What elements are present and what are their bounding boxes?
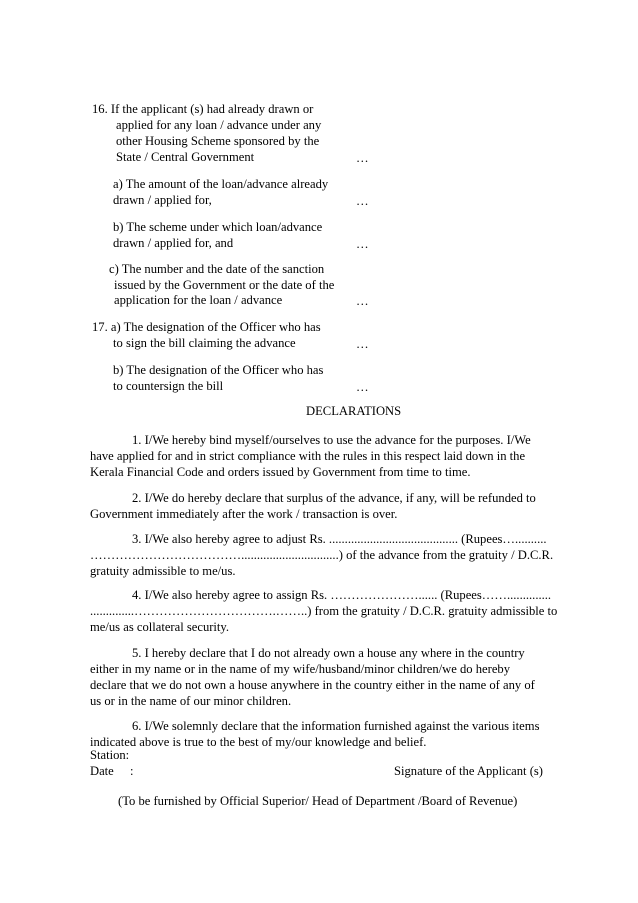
- declaration-5-line-2: either in my name or in the name of my wife/husband/minor children/we do hereby: [90, 662, 511, 676]
- item-16c-line-2: issued by the Government or the date of the: [114, 278, 335, 292]
- item-16c-line-1: c) The number and the date of the sanction: [109, 262, 325, 276]
- declaration-3-line-3: gratuity admissible to me/us.: [90, 564, 236, 578]
- signature-label: Signature of the Applicant (s): [394, 764, 543, 778]
- item-16c-blank: …: [356, 294, 369, 308]
- item-16-line-2: applied for any loan / advance under any: [116, 118, 322, 132]
- declaration-4-line-3: me/us as collateral security.: [90, 620, 230, 634]
- declaration-2-line-2: Government immediately after the work / transaction is over.: [90, 507, 398, 521]
- declaration-2-line-1: 2. I/We do hereby declare that surplus of the advance, if any, will be refunded to: [132, 491, 536, 505]
- declarations-heading: DECLARATIONS: [306, 404, 402, 418]
- item-16b-blank: …: [356, 237, 369, 251]
- item-17a-line-2: to sign the bill claiming the advance: [113, 336, 296, 350]
- declaration-5-line-3: declare that we do not own a house anywhere in the country either in the name of any of: [90, 678, 535, 692]
- declaration-4-line-1: 4. I/We also hereby agree to assign Rs. …………………...... (Rupees……..............: [132, 588, 552, 602]
- item-16-line-1: 16. If the applicant (s) had already drawn or: [92, 102, 314, 116]
- declaration-1: [90, 432, 550, 480]
- item-16c-line-3: application for the loan / advance: [114, 293, 283, 307]
- declaration-1-line-2: have applied for and in strict compliance with the rules in this respect laid down in the: [90, 449, 526, 463]
- item-16a-line-1: a) The amount of the loan/advance already: [113, 177, 329, 191]
- item-16-line-3: other Housing Scheme sponsored by the: [116, 134, 320, 148]
- declaration-4: [90, 587, 558, 635]
- item-17b-blank: …: [356, 380, 369, 394]
- item-17a-blank: …: [356, 337, 369, 351]
- declaration-6-line-1: 6. I/We solemnly declare that the information furnished against the various items: [132, 719, 540, 733]
- item-16a-line-2: drawn / applied for,: [113, 193, 212, 207]
- declaration-3: [90, 531, 554, 579]
- declaration-1-line-3: Kerala Financial Code and orders issued by Government from time to time.: [90, 465, 471, 479]
- declaration-3-line-2: ………………………………...............................) of the advance from the gratuity / D.C.R.: [90, 548, 554, 562]
- declaration-5-line-1: 5. I hereby declare that I do not already own a house any where in the country: [132, 646, 525, 660]
- item-17b-line-2: to countersign the bill: [113, 379, 224, 393]
- declaration-4-line-2: ..............…………………………….……..) from the gratuity / D.C.R. gratuity admissible to: [90, 604, 558, 618]
- item-16-line-4: State / Central Government: [116, 150, 255, 164]
- item-16a-blank: …: [356, 194, 369, 208]
- declaration-3-line-1: 3. I/We also hereby agree to adjust Rs. ......................................... (Rupees…..........: [132, 532, 547, 546]
- item-16b-line-1: b) The scheme under which loan/advance: [113, 220, 323, 234]
- declaration-2: [90, 490, 550, 522]
- footer-note: (To be furnished by Official Superior/ Head of Department /Board of Revenue): [118, 794, 518, 808]
- station-label: Station:: [90, 748, 130, 762]
- item-17b-line-1: b) The designation of the Officer who has: [113, 363, 324, 377]
- declaration-6: [90, 718, 550, 750]
- declaration-6-line-2: indicated above is true to the best of my/our knowledge and belief.: [90, 735, 427, 749]
- declaration-5: [90, 645, 550, 709]
- item-16-blank: …: [356, 151, 369, 165]
- item-16b-line-2: drawn / applied for, and: [113, 236, 234, 250]
- declaration-5-line-4: us or in the name of our minor children.: [90, 694, 292, 708]
- declaration-1-line-1: 1. I/We hereby bind myself/ourselves to use the advance for the purposes. I/We: [132, 433, 531, 447]
- item-17a-line-1: 17. a) The designation of the Officer who has: [92, 320, 321, 334]
- date-label: Date: [90, 764, 114, 778]
- date-colon: :: [130, 764, 134, 778]
